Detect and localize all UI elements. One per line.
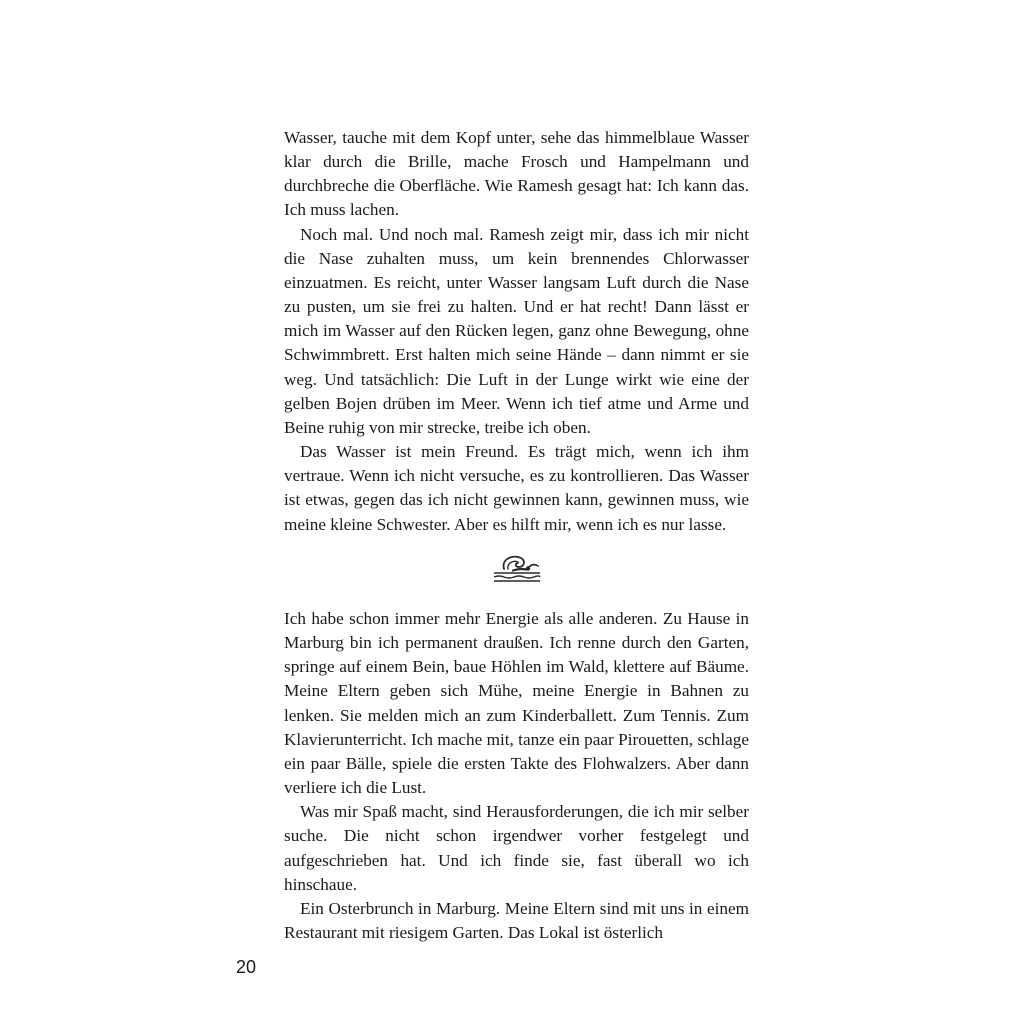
paragraph: Noch mal. Und noch mal. Ramesh zeigt mir, dass ich mir nicht die Nase zuhalten muss, um kein brennendes Chlorwasser einzuatmen. Es reicht, unter Wasser langsam Luft durch die Nase zu pusten, um sie frei zu halten. Und er hat recht! Dann lässt er mich im Wasser auf den Rücken legen, ganz ohne Bewegung, ohne Schwimmbrett. Erst halten mich seine Hände – dann nimmt er sie weg. Und tatsächlich: Die Luft in der Lunge wirkt wie eine der gelben Bojen drüben im Meer. Wenn ich tief atme und Arme und Beine ruhig von mir strecke, treibe ich oben. <box>284 224 749 437</box>
page-number: 20 <box>236 957 257 977</box>
text-section-2 <box>284 607 749 945</box>
swimmer-wave-icon <box>491 551 543 587</box>
paragraph: Das Wasser ist mein Freund. Es trägt mich, wenn ich ihm vertraue. Wenn ich nicht versuche, es zu kontrollieren. Das Wasser ist etwas, gegen das ich nicht gewinnen kann, gewinnen muss, wie meine kleine Schwester. Aber es hilft mir, wenn ich es nur lasse. <box>284 442 749 534</box>
paragraph: Wasser, tauche mit dem Kopf unter, sehe das himmelblaue Wasser klar durch die Brille, mache Frosch und Hampelmann und durchbreche die Oberfläche. Wie Ramesh gesagt hat: Ich kann das. Ich muss lachen. <box>284 128 749 220</box>
paragraph: Was mir Spaß macht, sind Herausforderungen, die ich mir selber suche. Die nicht schon irgendwer vorher festgelegt und aufgeschrieben hat. Und ich finde sie, fast überall wo ich hinschaue. <box>284 802 749 894</box>
text-section-1 <box>284 126 749 537</box>
paragraph: Ich habe schon immer mehr Energie als alle anderen. Zu Hause in Marburg bin ich permanent draußen. Ich renne durch den Garten, springe auf einem Bein, baue Höhlen im Wald, klettere auf Bäume. Meine Eltern geben sich Mühe, meine Energie in Bahnen zu lenken. Sie melden mich an zum Kinderballett. Zum Tennis. Zum Klavierunterricht. Ich mache mit, tanze ein paar Pirouetten, schlage ein paar Bälle, spiele die ersten Takte des Flohwalzers. Aber dann verliere ich die Lust. <box>284 609 749 798</box>
paragraph: Ein Osterbrunch in Marburg. Meine Eltern sind mit uns in einem Restaurant mit riesigem Garten. Das Lokal ist österlich <box>284 898 749 943</box>
